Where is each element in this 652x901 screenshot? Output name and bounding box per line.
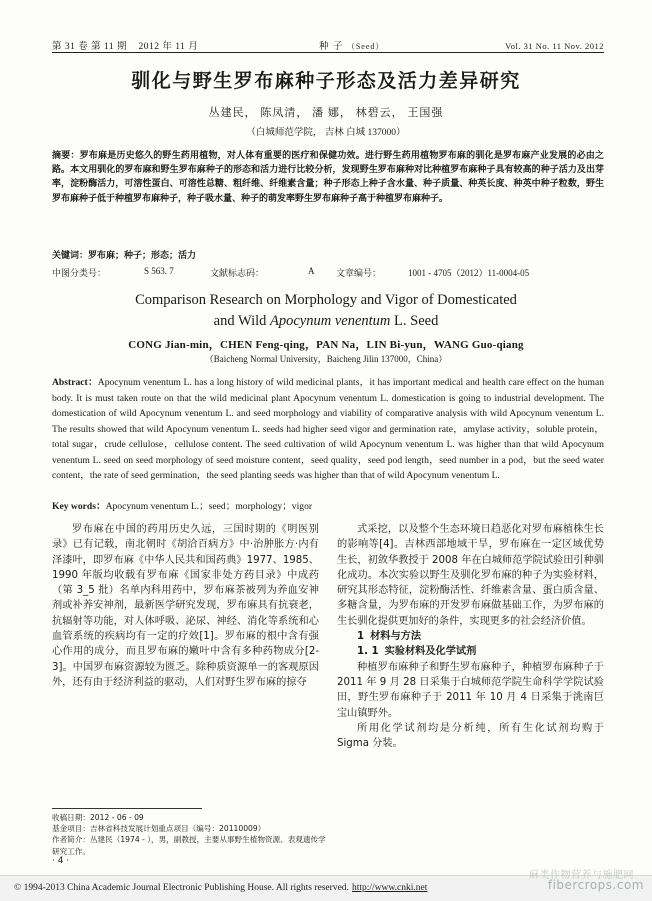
page-number: · 4 ·: [52, 856, 70, 866]
footnote-divider: [52, 808, 202, 809]
article-no-label: 文章编号：: [336, 268, 382, 278]
journal-title-cn: 种 子: [319, 42, 344, 52]
footnote-author-bio: 作者简介：丛建民（1974 - ），男，副教授，主要从事野生植物资源、表观遗传学研究工作。: [52, 835, 326, 856]
body-column-right: [337, 522, 604, 812]
header-divider: [52, 52, 604, 53]
page-title-cn: 驯化与野生罗布麻种子形态及活力差异研究: [131, 70, 521, 92]
header-date: 2012 年 11 月: [138, 42, 199, 52]
keywords-label-en: Key words：: [52, 501, 106, 512]
paragraph: 式采挖，以及整个生态环境日趋恶化对罗布麻植株生长的影响等[4]。吉林西部地域干旱，罗布麻在一定区域优势生长，初敛华教授于 2008 年在白城师范学院试验田引种驯化成功。本次实验以野生及驯化罗布麻的种子为实验材料，研究其形态特征，淀粉酶活性、纤维素含量、蛋白质含量、多糖含量，为罗布麻的开发罗布麻做基础工作，为罗布麻的生长驯化提供更加好的条件，实现更多的社会经济价值。: [337, 524, 604, 627]
classification-row: [52, 266, 604, 279]
watermark-en: fibercrops.com 麻类作物营养与施肥网: [548, 878, 644, 892]
keywords-en: [52, 498, 604, 512]
section-number: 1. 1: [357, 646, 379, 658]
keywords-cn: [52, 248, 604, 261]
clc-value: S 563. 7: [144, 266, 174, 276]
paragraph: 所用化学试剂均是分析纯，所有生化试剂均购于 Sigma 分装。: [337, 722, 604, 750]
keywords-text-en: Apocynum venentum L.；seed；morphology；vigor: [105, 501, 313, 512]
clc-label: 中图分类号：: [52, 268, 107, 278]
cnki-link[interactable]: http://www.cnki.net: [352, 883, 428, 893]
section-title: 材料与方法: [370, 631, 422, 643]
abstract-en: [52, 375, 604, 484]
paragraph: 罗布麻在中国的药用历史久远，三国时期的《明医别录》已有记载，南北朝时《胡洽百病方》中·治肿胀方·内有泽漆叶，即罗布麻《中华人民共和国药典》1977、1985、1990 年版均收载有罗布麻《国家非处方药目录》中成药（第 3_5 批）名单内科用药中，罗布麻茶被列为养血安神剂或补养安神剂，最新医学研究发现，罗布麻具有抗衰老，抗辐射等功能，对人体呼吸、泌尿、神经、消化等系统和心血管系统的疾病均有一定的疗效[1]。罗布麻的根中含有强心作用的成分，而且罗布麻的嫩叶中含有多种药物成分[2-3]。中国罗布麻资源较为匮乏。除种质资源单一的客观原因外，还有由于经济利益的驱动，人们对野生罗布麻的掠夺: [52, 524, 319, 688]
watermark-cn: 麻类作物营养与施肥网: [529, 870, 634, 881]
footnotes: [52, 812, 332, 857]
section-heading-1-1: [337, 644, 604, 659]
copyright-notice: © 1994-2013 China Academic Journal Electronic Publishing House. All rights reserved.: [14, 883, 349, 893]
affiliation-en: （Baicheng Normal University，Baicheng Jilin 137000，China）: [204, 354, 448, 364]
pdf-footer-bar: [0, 870, 652, 901]
header-volume-issue: 第 31 卷 第 11 期: [52, 42, 128, 52]
title-en-line1: Comparison Research on Morphology and Vigor of Domesticated: [135, 292, 517, 308]
section-number: 1: [357, 631, 365, 643]
body-column-left: [52, 522, 319, 812]
abstract-cn: [52, 148, 604, 205]
authors-en: CONG Jian-min，CHEN Feng-qing，PAN Na，LIN Bi-yun，WANG Guo-qiang: [128, 339, 524, 351]
section-title: 实验材料及化学试剂: [384, 646, 477, 658]
footnote-received-date: 收稿日期：2012 - 06 - 09: [52, 813, 144, 822]
abstract-label-en: Abstract：: [52, 377, 98, 388]
footnote-funding: 基金项目：吉林省科技发展计划重点项目（编号：20110009）: [52, 824, 266, 834]
header-volume-en: Vol. 31 No. 11 Nov. 2012: [505, 41, 604, 51]
title-en-line2: and Wild Apocynum venentum L. Seed: [213, 313, 439, 329]
keywords-label-cn: 关键词：: [52, 250, 89, 260]
abstract-label-cn: 摘要：: [52, 150, 80, 160]
affiliation-cn: （白城师范学院， 吉林 白城 137000）: [246, 128, 406, 138]
body-columns: [52, 522, 604, 812]
journal-title-en: （Seed）: [346, 42, 385, 51]
running-header: [52, 38, 604, 52]
doc-code-label: 文献标志码：: [210, 268, 265, 278]
article-no-value: 1001 - 4705（2012）11-0004-05: [408, 268, 530, 278]
page-title-en: [0, 290, 652, 332]
section-heading-1: [337, 629, 604, 644]
keywords-text-cn: 罗布麻；种子；形态；活力: [88, 250, 197, 260]
authors-cn: 丛建民， 陈凤清， 潘 娜， 林碧云， 王国强: [208, 107, 444, 119]
abstract-text-en: Apocynum venentum L. has a long history of wild medicinal plants，it has important medical and health care effect on the human body. It is must taken route on that the wild medicinal plant Apocynum venentum L. domestication is going to industrial development. The domestication of wild Apocynum venentum L. and seed morphology and viability of comparative analysis with wild Apocynum venentum L. The results showed that wild Apocynum venentum L. seeds had higher seed vigor and germination rate，amylase activity，soluble protein，total sugar，crude cellulose，cellulose content. The seed cultivation of wild Apocynum venentum L. was higher than that wild Apocynum venentum L. seed on seed morphology of seed moisture content，seed quality，seed pod length，seed number in a pod，but the seed water content，the rate of seed germination，the seed planting seeds was higher than that of wild Apocynum venentum L.: [52, 377, 604, 481]
doc-code-value: A: [308, 266, 315, 276]
paragraph: 种植罗布麻种子和野生罗布麻种子，种植罗布麻种子于 2011 年 9 月 28 日采集于白城师范学院生命科学学院试验田，野生罗布麻种子于 2011 年 10 月 4 日采集于洮南巨宝山镇野外。: [337, 661, 604, 719]
abstract-text-cn: 罗布麻是历史悠久的野生药用植物，对人体有重要的医疗和保健功效。进行野生药用植物罗布麻的驯化是罗布麻产业发展的必由之路。本文用驯化的罗布麻和野生罗布麻种子的形态和活力进行比较分析，发现野生罗布麻种对比种植罗布麻种子具有较高的种子活力及出芽率，淀粉酶活力，可溶性蛋白、可溶性总糖、粗纤维、纤维素含量；种子形态上种子含水量、种子质量、种英长度、种英中种子粒数，野生罗布麻种子低于种植罗布麻种子，种子吸水量、种子的萌发率野生罗布麻种子高于种植罗布麻种子。: [52, 150, 604, 203]
